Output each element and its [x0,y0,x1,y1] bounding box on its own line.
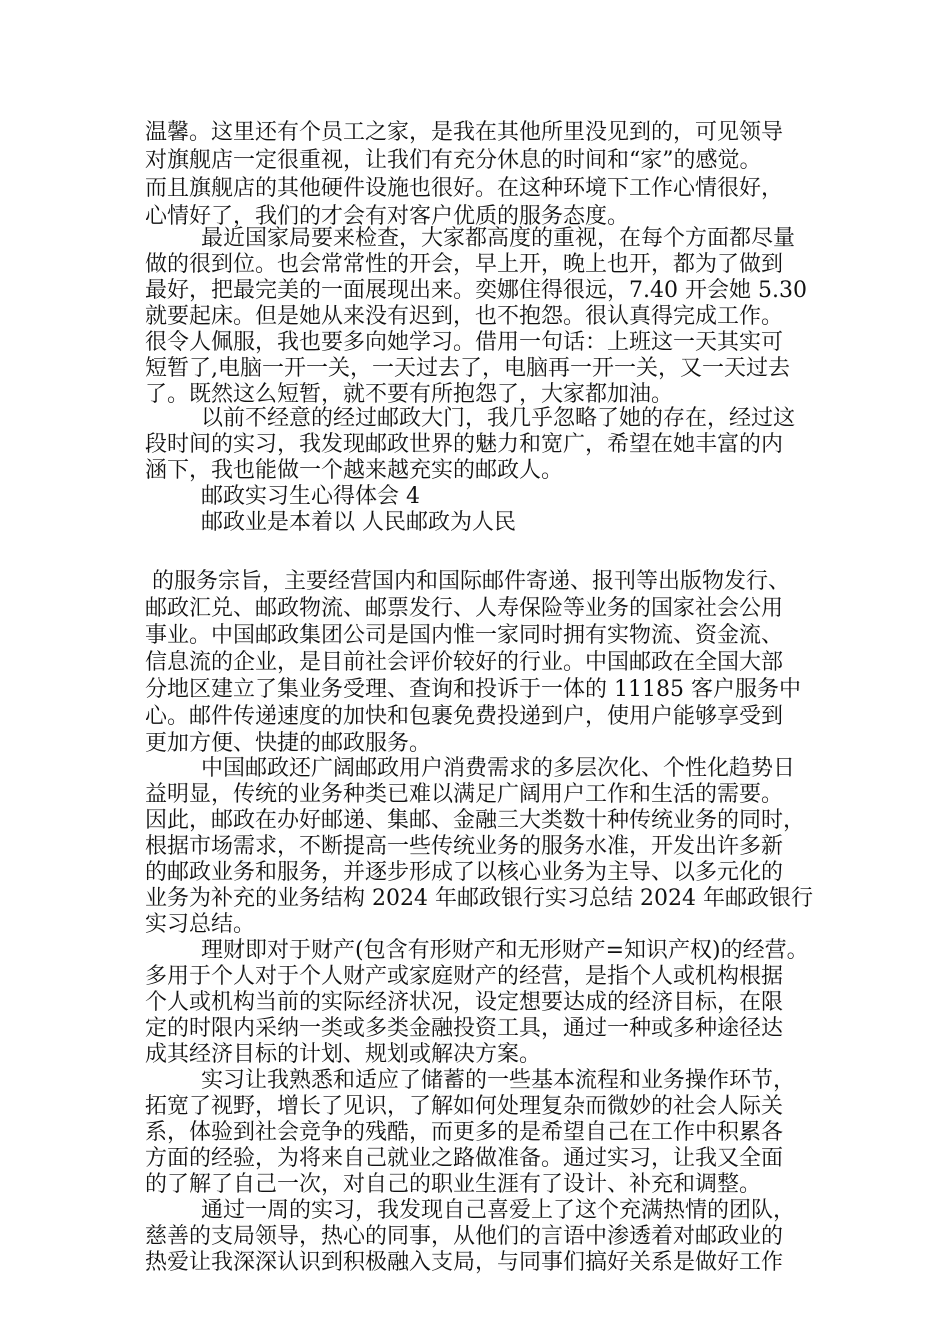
paragraph-start: 最近国家局要来检查，大家都高度的重视，在每个方面都尽量 [201,226,796,251]
text-line: 方面的经验，为将来自己就业之路做准备。通过实习，让我又全面 [145,1146,784,1171]
text-line: 涵下，我也能做一个越来越充实的邮政人。 [145,458,564,483]
text-line: 信息流的企业，是目前社会评价较好的行业。中国邮政在全国大部 [145,650,784,675]
text-line: 对旗舰店一定很重视，让我们有充分休息的时间和“家”的感觉。 [145,148,762,173]
section-heading: 邮政实习生心得体会 4 [201,484,420,509]
text-line: 而且旗舰店的其他硬件设施也很好。在这种环境下工作心情很好， [145,176,784,201]
text-line: 慈善的支局领导，热心的同事，从他们的言语中渗透着对邮政业的 [145,1224,784,1249]
text-line: 心情好了，我们的才会有对客户优质的服务态度。 [145,204,630,229]
text-line: 系，体验到社会竞争的残酷，而更多的是希望自己在工作中积累各 [145,1120,784,1145]
text-line: 最好，把最完美的一面展现出来。奕娜住得很远，7.40 开会她 5.30 [145,278,807,303]
text-line: 业务为补充的业务结构 2024 年邮政银行实习总结 2024 年邮政银行 [145,886,813,911]
text-line: 益明显，传统的业务种类已难以满足广阔用户工作和生活的需要。 [145,782,784,807]
text-line: 因此，邮政在办好邮递、集邮、金融三大类数十种传统业务的同时， [145,808,806,833]
text-line: 了。既然这么短暂，就不要有所抱怨了，大家都加油。 [145,382,674,407]
text-line: 心。邮件传递速度的加快和包裹免费投递到户，使用户能够享受到 [145,704,784,729]
text-line: 的邮政业务和服务，并逐步形成了以核心业务为主导、以多元化的 [145,860,784,885]
text-line: 成其经济目标的计划、规划或解决方案。 [145,1042,542,1067]
text-line: 就要起床。但是她从来没有迟到，也不抱怨。很认真得完成工作。 [145,304,784,329]
text-line: 定的时限内采纳一类或多类金融投资工具，通过一种或多种途径达 [145,1016,784,1041]
text-line: 短暂了,电脑一开一关，一天过去了，电脑再一开一关，又一天过去 [145,356,790,381]
paragraph-start: 以前不经意的经过邮政大门，我几乎忽略了她的存在，经过这 [201,406,796,431]
text-line: 拓宽了视野，增长了见识，了解如何处理复杂而微妙的社会人际关 [145,1094,784,1119]
text-line: 的服务宗旨，主要经营国内和国际邮件寄递、报刊等出版物发行、 [152,569,791,594]
paragraph-start: 实习让我熟悉和适应了储蓄的一些基本流程和业务操作环节， [201,1068,796,1093]
paragraph-start: 通过一周的实习，我发现自己喜爱上了这个充满热情的团队， [201,1198,796,1223]
paragraph-start: 理财即对于财产(包含有形财产和无形财产=知识产权)的经营。 [201,938,809,963]
text-line: 多用于个人对于个人财产或家庭财产的经营，是指个人或机构根据 [145,964,784,989]
text-line: 事业。中国邮政集团公司是国内惟一家同时拥有实物流、资金流、 [145,623,784,648]
text-line: 的了解了自己一次，对自己的职业生涯有了设计、补充和调整。 [145,1172,762,1197]
text-line: 很令人佩服，我也要多向她学习。借用一句话：上班这一天其实可 [145,330,784,355]
text-line: 个人或机构当前的实际经济状况，设定想要达成的经济目标，在限 [145,990,784,1015]
text-line: 更加方便、快捷的邮政服务。 [145,731,432,756]
text-line: 实习总结。 [145,912,256,937]
text-line: 分地区建立了集业务受理、查询和投诉于一体的 11185 客户服务中 [145,677,801,702]
text-line: 邮政汇兑、邮政物流、邮票发行、人寿保险等业务的国家社会公用 [145,596,784,621]
text-line: 做的很到位。也会常常性的开会，早上开，晚上也开，都为了做到 [145,252,784,277]
text-line: 段时间的实习，我发现邮政世界的魅力和宽广，希望在她丰富的内 [145,432,784,457]
paragraph-start: 邮政业是本着以 人民邮政为人民 [201,510,516,535]
text-line: 热爱让我深深认识到积极融入支局，与同事们搞好关系是做好工作 [145,1250,784,1275]
paragraph-start: 中国邮政还广阔邮政用户消费需求的多层次化、个性化趋势日 [201,756,796,781]
text-line: 根据市场需求，不断提高一些传统业务的服务水准，开发出许多新 [145,834,784,859]
text-line: 温馨。这里还有个员工之家，是我在其他所里没见到的，可见领导 [145,120,784,145]
